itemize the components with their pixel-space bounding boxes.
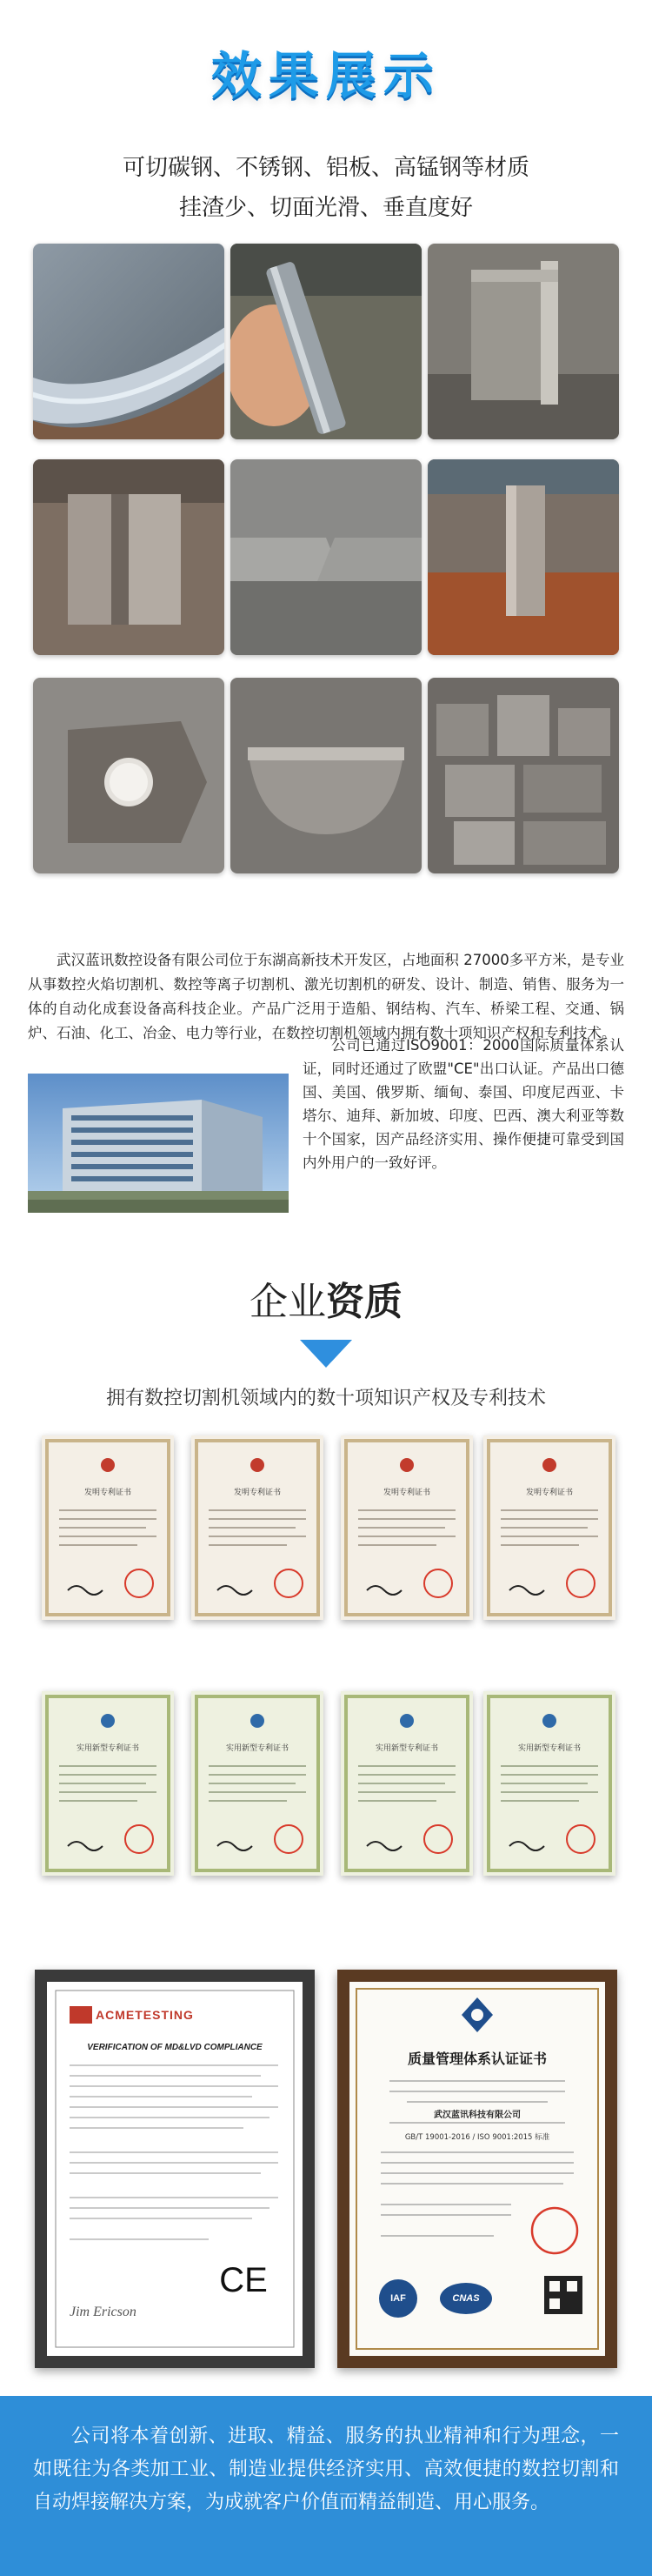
- cut-sample-gallery: [33, 244, 619, 873]
- certification-description: 公司已通过ISO9001：2000国际质量体系认证，同时还通过了欧盟"CE"出口认证。产品出口德国、美国、俄罗斯、缅甸、泰国、印度尼西亚、卡塔尔、迪拜、新加坡、印度、巴西、澳大利亚等数十个国家，因产品经济实用、操作便捷可靠受到国内外用户的一致好评。: [303, 1037, 624, 1171]
- utility-cert-title: 实用新型专利证书: [225, 1744, 289, 1753]
- invention-cert-title: 发明专利证书: [525, 1489, 573, 1497]
- company-mission-banner: [0, 2396, 652, 2576]
- iso-cert-company: 武汉蓝讯科技有限公司: [434, 2111, 521, 2120]
- ce-cert-heading: VERIFICATION OF MD&LVD COMPLIANCE: [87, 2043, 263, 2052]
- company-mission-text: 公司将本着创新、进取、精益、服务的执业精神和行为理念，一如既往为各类加工业、制造业提供经济实用、高效便捷的数控切割和自动焊接解决方案，为成就客户价值而精益制造、用心服务。: [33, 2425, 619, 2513]
- utility-cert-title: 实用新型专利证书: [517, 1744, 581, 1753]
- cut-sample-photo-7: [33, 678, 224, 873]
- iaf-logo: IAF: [390, 2293, 406, 2304]
- cut-sample-photo-6: [428, 459, 619, 655]
- utility-cert-title: 实用新型专利证书: [76, 1744, 139, 1753]
- iso-cert-title: 质量管理体系认证证书: [407, 2051, 547, 2067]
- company-building-photo: [28, 1074, 289, 1213]
- qualification-title-bold: 资质: [326, 1280, 403, 1324]
- quality-description: 挂渣少、切面光滑、垂直度好: [178, 195, 473, 221]
- ce-mark: CE: [219, 2261, 268, 2299]
- cut-sample-photo-5: [230, 459, 422, 655]
- utility-patent-certificate: [483, 1691, 615, 1876]
- cut-sample-photo-2: [230, 244, 422, 439]
- iso-cert-standard: GB/T 19001-2016 / ISO 9001:2015 标准: [404, 2133, 550, 2142]
- qualification-title-plain: 企业: [249, 1280, 326, 1324]
- utility-cert-title: 实用新型专利证书: [375, 1744, 438, 1753]
- cut-sample-photo-1: [33, 244, 224, 439]
- invention-cert-title: 发明专利证书: [383, 1489, 430, 1497]
- company-introduction: 武汉蓝讯数控设备有限公司位于东湖高新技术开发区，占地面积 27000多平方米，是专业从事数控火焰切割机、数控等离子切割机、激光切割机的研发、设计、制造、销售、服务为一体的自动化成套设备高科技企业。产品广泛用于造船、钢结构、汽车、桥梁工程、交通、锅炉、石油、化工、冶金、电力等行业，在数控切割机领域内拥有数十项知识产权和专利技术。: [28, 952, 624, 1041]
- cut-sample-photo-8: [230, 678, 422, 873]
- iso-certificate: [337, 1970, 617, 2368]
- utility-patent-certificate: [341, 1691, 473, 1876]
- invention-patent-certificate: [42, 1435, 174, 1620]
- ce-certificate: [35, 1970, 315, 2368]
- down-arrow-icon: [300, 1340, 352, 1368]
- cnas-logo: CNAS: [452, 2293, 480, 2304]
- invention-patent-certificate: [191, 1435, 323, 1620]
- invention-cert-title: 发明专利证书: [83, 1489, 131, 1497]
- qualification-subtitle: 拥有数控切割机领域内的数十项知识产权及专利技术: [105, 1388, 546, 1409]
- invention-patent-certificate: [341, 1435, 473, 1620]
- utility-patent-row: [35, 1691, 617, 1878]
- qualification-title: [0, 1270, 652, 1326]
- invention-cert-title: 发明专利证书: [233, 1489, 281, 1497]
- invention-patent-row: [35, 1435, 617, 1623]
- ce-signature: Jim Ericson: [70, 2305, 136, 2319]
- acme-testing-logo: ACMETESTING: [96, 2008, 194, 2022]
- effect-display-title: 效果展示: [210, 46, 441, 105]
- invention-patent-certificate: [483, 1435, 615, 1620]
- utility-patent-certificate: [191, 1691, 323, 1876]
- cut-sample-photo-4: [33, 459, 224, 655]
- cut-sample-photo-9: [428, 678, 619, 873]
- utility-patent-certificate: [42, 1691, 174, 1876]
- material-description: 可切碳钢、不锈钢、铝板、高锰钢等材质: [122, 155, 529, 181]
- cut-sample-photo-3: [428, 244, 619, 439]
